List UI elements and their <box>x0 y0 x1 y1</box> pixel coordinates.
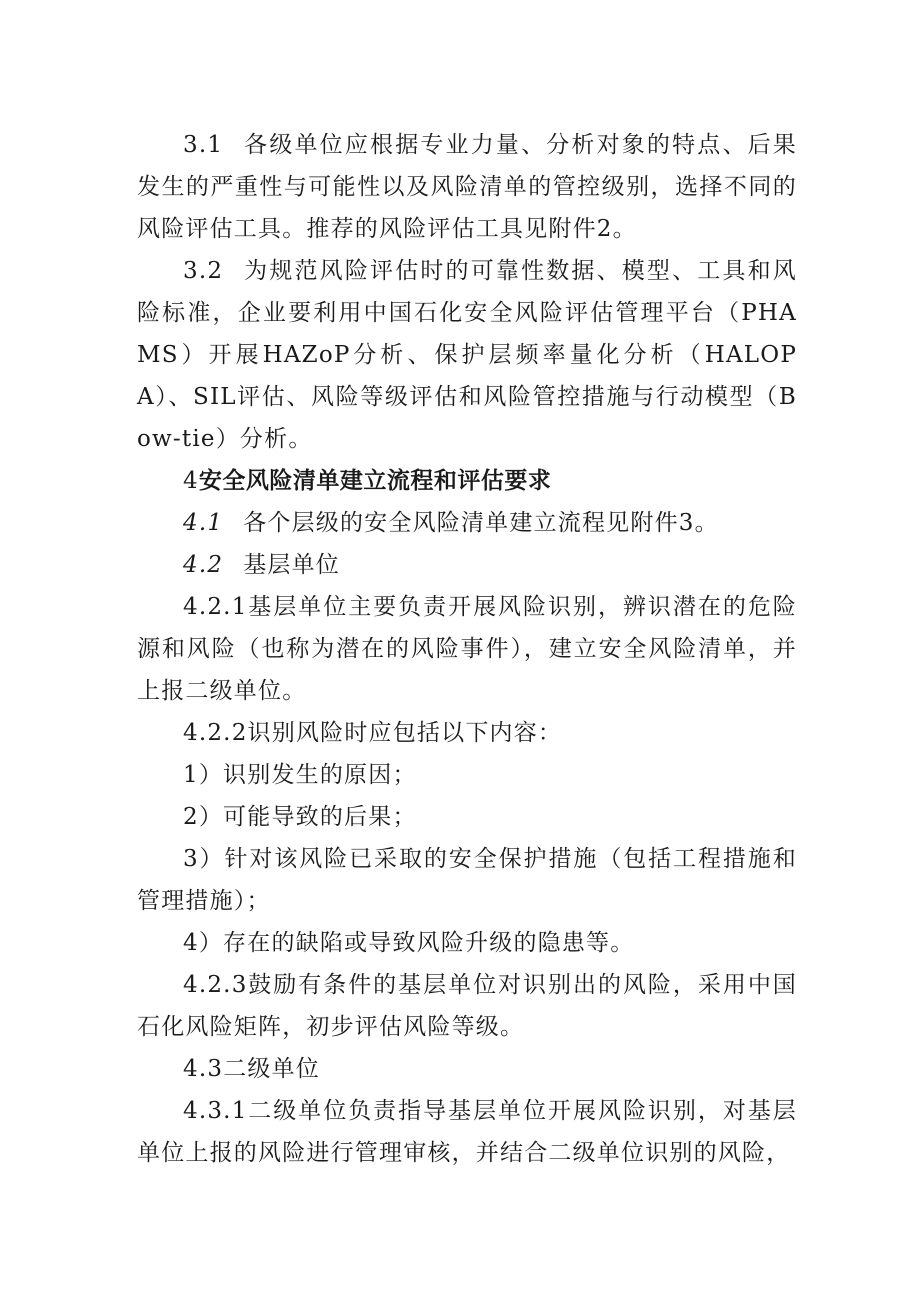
list-item-3 <box>137 838 797 922</box>
paragraph-text: 各级单位应根据专业力量、分析对象的特点、后果发生的严重性与可能性以及风险清单的管控级别，选择不同的风险评估工具。推荐的风险评估工具见附件2。 <box>137 132 797 242</box>
section-number: 4 <box>183 468 199 494</box>
paragraph-4-3-1 <box>137 1090 797 1174</box>
list-number: 3） <box>183 846 225 872</box>
section-number: 4.2 <box>183 552 224 578</box>
paragraph-4-2-3 <box>137 964 797 1048</box>
list-text: 识别发生的原因； <box>223 762 417 788</box>
paragraph-4-2-1 <box>137 586 797 712</box>
section-number: 4.1 <box>183 510 224 536</box>
paragraph-text: 鼓励有条件的基层单位对识别出的风险，采用中国石化风险矩阵，初步评估风险等级。 <box>137 972 797 1040</box>
list-item-2 <box>137 796 797 838</box>
list-item-4 <box>137 922 797 964</box>
paragraph-3-2 <box>137 250 797 460</box>
section-number: 3.1 <box>183 132 224 158</box>
list-item-1 <box>137 754 797 796</box>
list-text: 存在的缺陷或导致风险升级的隐患等。 <box>223 930 635 956</box>
section-number: 4.2.2 <box>183 720 248 746</box>
paragraph-text: 为规范风险评估时的可靠性数据、模型、工具和风险标准，企业要利用中国石化安全风险评估管理平台（PHAMS）开展HAZoP分析、保护层频率量化分析（HALOPA）、SIL评估、风险等级评估和风险管控措施与行动模型（Bow-tie）分析。 <box>137 258 797 452</box>
document-body <box>137 124 797 1174</box>
paragraph-text: 识别风险时应包括以下内容： <box>247 720 563 746</box>
paragraph-4-2-2 <box>137 712 797 754</box>
paragraph-3-1 <box>137 124 797 250</box>
paragraph-text: 基层单位主要负责开展风险识别，辨识潜在的危险源和风险（也称为潜在的风险事件），建立安全风险清单，并上报二级单位。 <box>137 594 797 704</box>
list-number: 1） <box>183 762 224 788</box>
list-number: 2） <box>183 804 224 830</box>
section-number: 3.2 <box>183 258 224 284</box>
paragraph-4-1 <box>137 502 797 544</box>
paragraph-text: 二级单位 <box>223 1056 320 1082</box>
paragraph-text: 二级单位负责指导基层单位开展风险识别，对基层单位上报的风险进行管理审核，并结合二级单位识别的风险， <box>137 1098 797 1166</box>
section-heading-4 <box>137 460 797 502</box>
section-number: 4.3.1 <box>183 1098 248 1124</box>
list-text: 针对该风险已采取的安全保护措施（包括工程措施和管理措施）； <box>137 846 797 914</box>
list-text: 可能导致的后果； <box>223 804 417 830</box>
section-number: 4.3 <box>183 1056 224 1082</box>
paragraph-text: 各个层级的安全风险清单建立流程见附件3。 <box>243 510 719 536</box>
paragraph-text: 基层单位 <box>243 552 340 578</box>
section-title: 安全风险清单建立流程和评估要求 <box>198 468 552 494</box>
section-number: 4.2.3 <box>183 972 248 998</box>
paragraph-4-2 <box>137 544 797 586</box>
section-number: 4.2.1 <box>183 594 248 620</box>
paragraph-4-3 <box>137 1048 797 1090</box>
list-number: 4） <box>183 930 224 956</box>
